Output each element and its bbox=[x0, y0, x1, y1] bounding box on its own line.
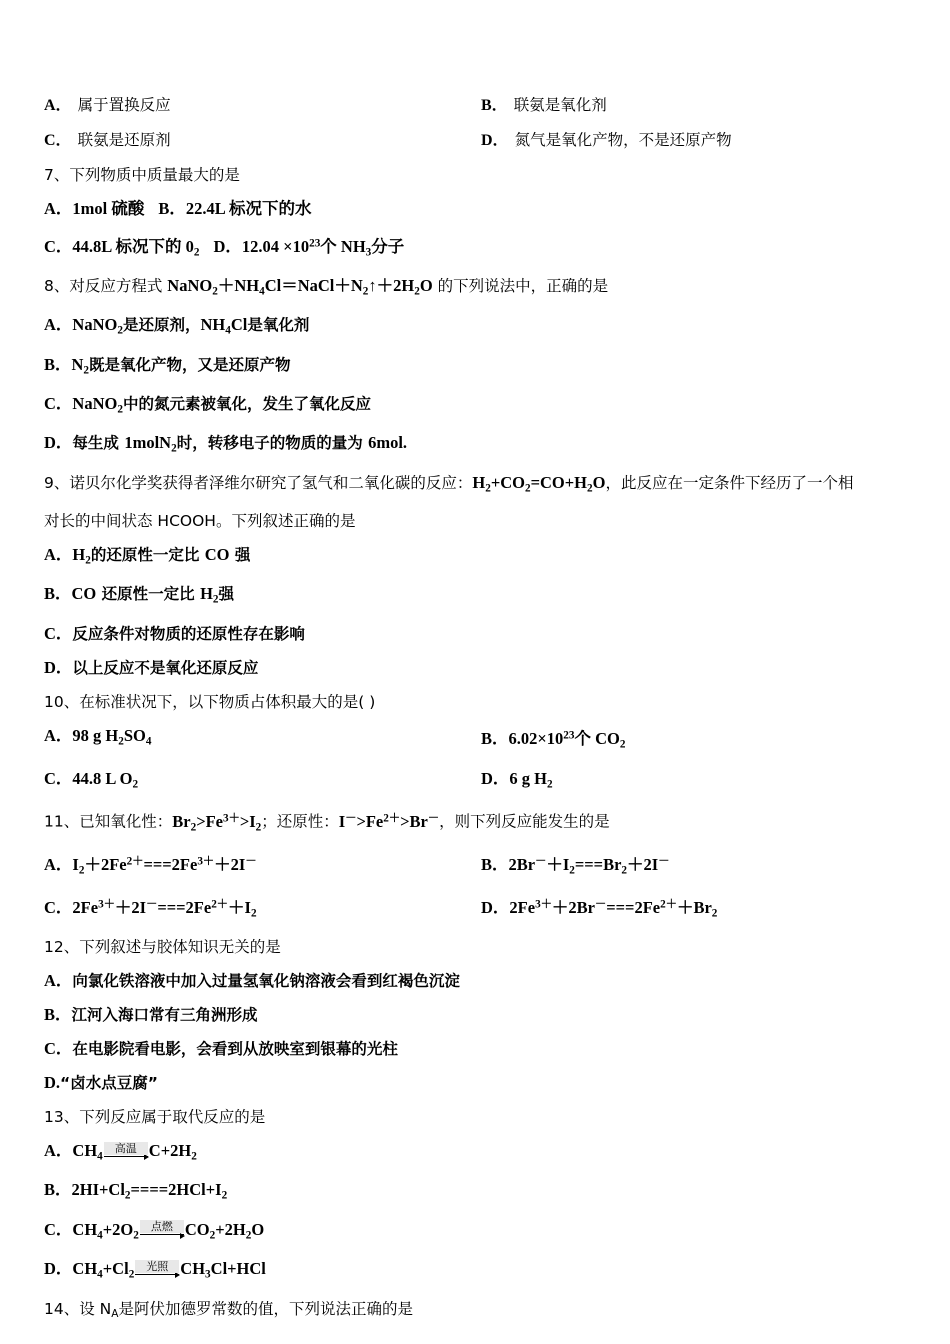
option-c: C．44.8 L $O_2$ bbox=[44, 768, 139, 791]
option-a: A．$CH_4$ 高温 $C+2H_2$ bbox=[44, 1141, 197, 1163]
option-a: A．向氯化铁溶液中加入过量氢氧化钠溶液会看到红褐色沉淀 bbox=[44, 971, 460, 991]
question-stem: 7、下列物质中质量最大的是 bbox=[44, 166, 240, 184]
option-d: D．$CH_4+Cl_2$ 光照 $CH_3Cl+HCl$ bbox=[44, 1259, 266, 1281]
option-c: C．反应条件对物质的还原性存在影响 bbox=[44, 623, 305, 643]
option-cell bbox=[44, 88, 477, 123]
option-cell bbox=[44, 762, 477, 801]
option-d: D．$12.04 \times 10^{23}$个 $NH_3$分子 bbox=[213, 236, 405, 258]
option-row bbox=[44, 887, 910, 930]
question-13 bbox=[44, 1100, 910, 1291]
option-c: C．NaNO$_2$中的氮元素被氧化，发生了氧化反应 bbox=[44, 394, 371, 416]
option-d: D．6 g $H_2$ bbox=[481, 768, 553, 791]
option-a: A．NaNO$_2$是还原剂，$NH_4Cl$是氧化剂 bbox=[44, 315, 310, 337]
option-b: B．22.4L 标况下的水 bbox=[158, 199, 312, 218]
question-8 bbox=[44, 269, 910, 466]
reaction-condition-arrow: 光照 bbox=[135, 1262, 179, 1278]
question-stem-line2: 对长的中间状态 HCOOH。下列叙述正确的是 bbox=[44, 512, 356, 531]
option-line bbox=[44, 226, 910, 269]
option-cell bbox=[44, 123, 477, 158]
question-stem: 12、下列叙述与胶体知识无关的是 bbox=[44, 938, 281, 957]
option-row bbox=[44, 719, 910, 762]
option-cell bbox=[44, 887, 477, 930]
option-line bbox=[44, 192, 910, 226]
option-d: D．以上反应不是氧化还原反应 bbox=[44, 657, 259, 677]
option-a: A．$I_2+2Fe^{2+}===2Fe^{3+}+2I^-$ bbox=[44, 854, 257, 877]
question-11 bbox=[44, 801, 910, 930]
option-b: B．CO 还原性一定比 $H_2$强 bbox=[44, 584, 235, 606]
question-9 bbox=[44, 466, 910, 685]
option-cell bbox=[477, 844, 910, 887]
question-stem bbox=[44, 269, 910, 308]
question-stem: 14、设 $N_A$是阿伏加德罗常数的值，下列说法正确的是 bbox=[44, 1299, 413, 1320]
equation: $NaNO_2+NH_4Cl=NaCl+N_2↑+2H_2O$ bbox=[167, 275, 433, 298]
option-b: B．$2Br^-+I_2===Br_2+2I^-$ bbox=[481, 854, 670, 877]
option-label: C． bbox=[44, 132, 72, 149]
option-label: A． bbox=[44, 97, 72, 114]
option-label: D． bbox=[481, 132, 509, 149]
option-row bbox=[44, 844, 910, 887]
question-14 bbox=[44, 1292, 910, 1331]
reaction-condition-arrow: 高温 bbox=[104, 1144, 148, 1160]
question-6-options bbox=[44, 88, 910, 158]
reaction-condition-arrow: 点燃 bbox=[140, 1222, 184, 1238]
question-stem-line1: 9、诺贝尔化学奖获得者泽维尔研究了氢气和二氧化碳的反应：$H_2+CO_2=CO+H_2O$，此反应在一定条件下经历了一个相 bbox=[44, 472, 854, 495]
option-cell bbox=[477, 887, 910, 930]
question-stem: 10、在标准状况下，以下物质占体积最大的是( ) bbox=[44, 692, 376, 711]
option-b: B．$N_2$既是氧化产物，又是还原产物 bbox=[44, 354, 291, 377]
option-row bbox=[44, 123, 910, 158]
question-number: 8、对反应方程式 bbox=[44, 276, 168, 295]
option-text: 氮气是氧化产物，不是还原产物 bbox=[514, 131, 732, 149]
option-d: D．每生成 1molN$_2$时，转移电子的物质的量为 6mol. bbox=[44, 433, 408, 455]
option-c: C．在电影院看电影，会看到从放映室到银幕的光柱 bbox=[44, 1039, 398, 1059]
stem-tail: 的下列说法中，正确的是 bbox=[432, 276, 609, 295]
option-label: B． bbox=[481, 97, 508, 114]
option-cell bbox=[477, 123, 910, 158]
option-a: A．1mol 硫酸 bbox=[44, 199, 145, 218]
option-text: 属于置换反应 bbox=[77, 96, 171, 114]
option-cell bbox=[477, 719, 910, 762]
option-a: A．$H_2$的还原性一定比 CO 强 bbox=[44, 545, 251, 567]
option-cell bbox=[44, 719, 477, 762]
option-cell bbox=[477, 762, 910, 801]
option-b: B．江河入海口常有三角洲形成 bbox=[44, 1005, 258, 1025]
option-b: B．$2HI+Cl_2====2HCl+I_2$ bbox=[44, 1180, 228, 1202]
question-7 bbox=[44, 158, 910, 269]
option-b: B．$6.02\times 10^{23}$个 $CO_2$ bbox=[481, 729, 626, 751]
option-text: 联氨是氧化剂 bbox=[513, 96, 607, 114]
option-row bbox=[44, 88, 910, 123]
document-content bbox=[44, 88, 910, 1331]
question-12 bbox=[44, 930, 910, 1100]
option-row bbox=[44, 762, 910, 801]
option-c: C．44.8L 标况下的 $0_2$ bbox=[44, 236, 200, 258]
option-cell bbox=[44, 844, 477, 887]
option-c: C．$CH_4+2O_2$ 点燃 $CO_2+2H_2O$ bbox=[44, 1219, 265, 1242]
option-a: A．98 g $H_2SO_4$ bbox=[44, 725, 152, 748]
option-c: C．$2Fe^{3+}+2I^-===2Fe^{2+}+I_2$ bbox=[44, 897, 257, 920]
option-d: D.“卤水点豆腐” bbox=[44, 1073, 158, 1093]
question-stem: 11、已知氧化性：$Br_2>Fe^{3+}>I_2$；还原性：$I^->Fe^{2+}>Br^-$，则下列反应能发生的是 bbox=[44, 811, 610, 834]
question-stem: 13、下列反应属于取代反应的是 bbox=[44, 1108, 266, 1127]
option-d: D．$2Fe^{3+}+2Br^-===2Fe^{2+}+Br_2$ bbox=[481, 897, 718, 920]
option-cell bbox=[477, 88, 910, 123]
question-10 bbox=[44, 685, 910, 801]
option-text: 联氨是还原剂 bbox=[77, 131, 171, 149]
